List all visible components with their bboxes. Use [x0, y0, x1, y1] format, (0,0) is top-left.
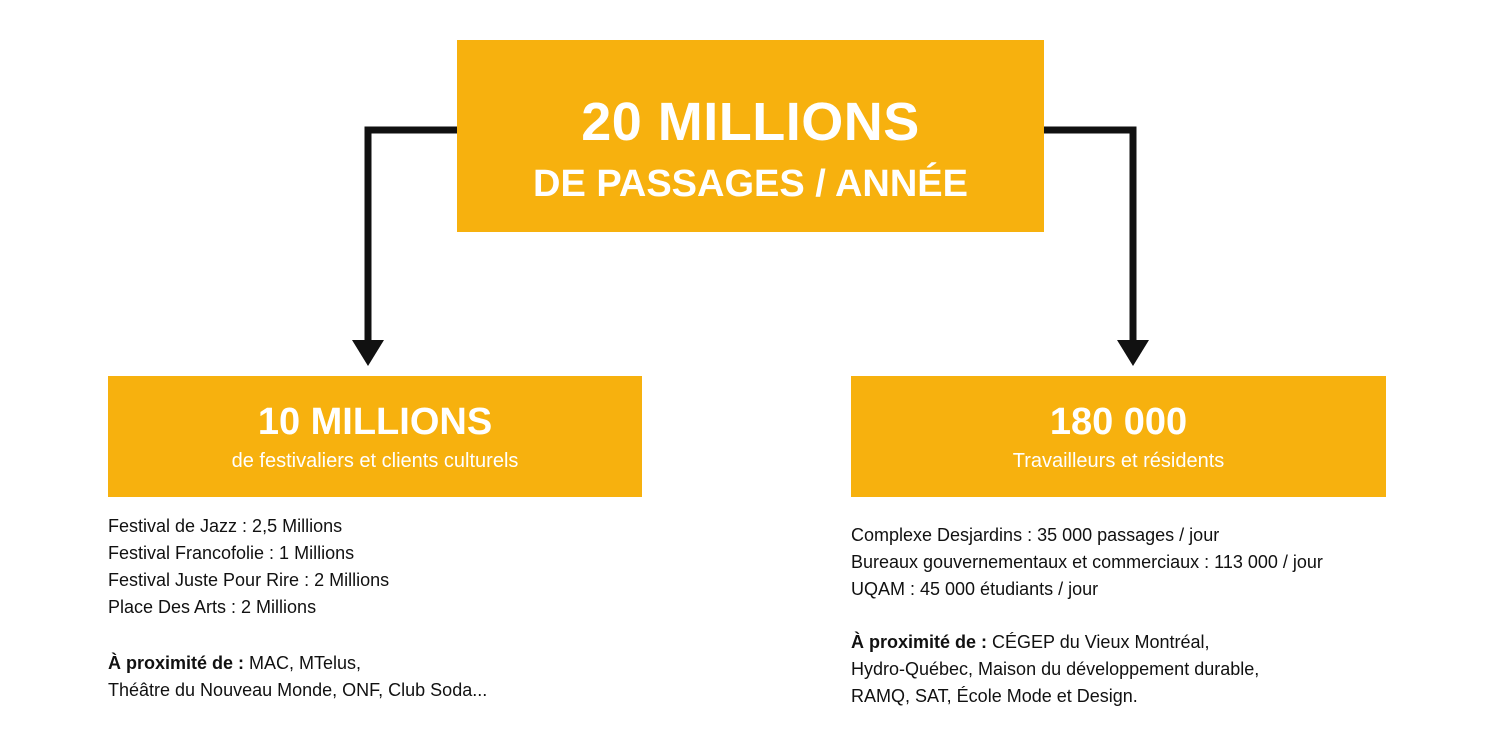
nearby-line: Hydro-Québec, Maison du développement durable,	[851, 659, 1260, 679]
festival-nearby-text	[108, 650, 628, 704]
list-item: Festival Juste Pour Rire : 2 Millions	[108, 570, 390, 590]
nearby-line: RAMQ, SAT, École Mode et Design.	[851, 686, 1138, 706]
list-item: UQAM : 45 000 étudiants / jour	[851, 579, 1099, 599]
total-passages-headline: 20 MILLIONS	[581, 92, 920, 152]
festival-visitors-box	[108, 376, 642, 497]
total-passages-box	[457, 40, 1044, 232]
workers-list	[851, 522, 1323, 603]
total-passages-subline: DE PASSAGES / ANNÉE	[533, 163, 968, 205]
list-item: Complexe Desjardins : 35 000 passages / jour	[851, 525, 1220, 545]
festival-list	[108, 513, 389, 621]
festival-visitors-caption: de festivaliers et clients culturels	[231, 450, 519, 472]
list-item: Bureaux gouvernementaux et commerciaux : 113 000 / jour	[851, 552, 1323, 572]
right-arrowhead	[1117, 340, 1149, 366]
workers-residents-caption: Travailleurs et résidents	[1012, 450, 1225, 472]
left-connector-line	[368, 130, 457, 342]
list-item: Festival de Jazz : 2,5 Millions	[108, 516, 343, 536]
nearby-label: À proximité de :	[108, 653, 245, 673]
workers-residents-title: 180 000	[1049, 401, 1188, 443]
left-arrowhead	[352, 340, 384, 366]
festival-visitors-title: 10 MILLIONS	[257, 401, 493, 443]
nearby-label: À proximité de :	[851, 632, 988, 652]
nearby-line: MAC, MTelus,	[244, 653, 362, 673]
nearby-line: CÉGEP du Vieux Montréal,	[987, 632, 1210, 652]
list-item: Festival Francofolie : 1 Millions	[108, 543, 355, 563]
workers-residents-box	[851, 376, 1386, 497]
nearby-line: Théâtre du Nouveau Monde, ONF, Club Soda...	[108, 680, 488, 700]
right-connector-line	[1044, 130, 1133, 342]
list-item: Place Des Arts : 2 Millions	[108, 597, 317, 617]
workers-nearby-text	[851, 629, 1371, 710]
